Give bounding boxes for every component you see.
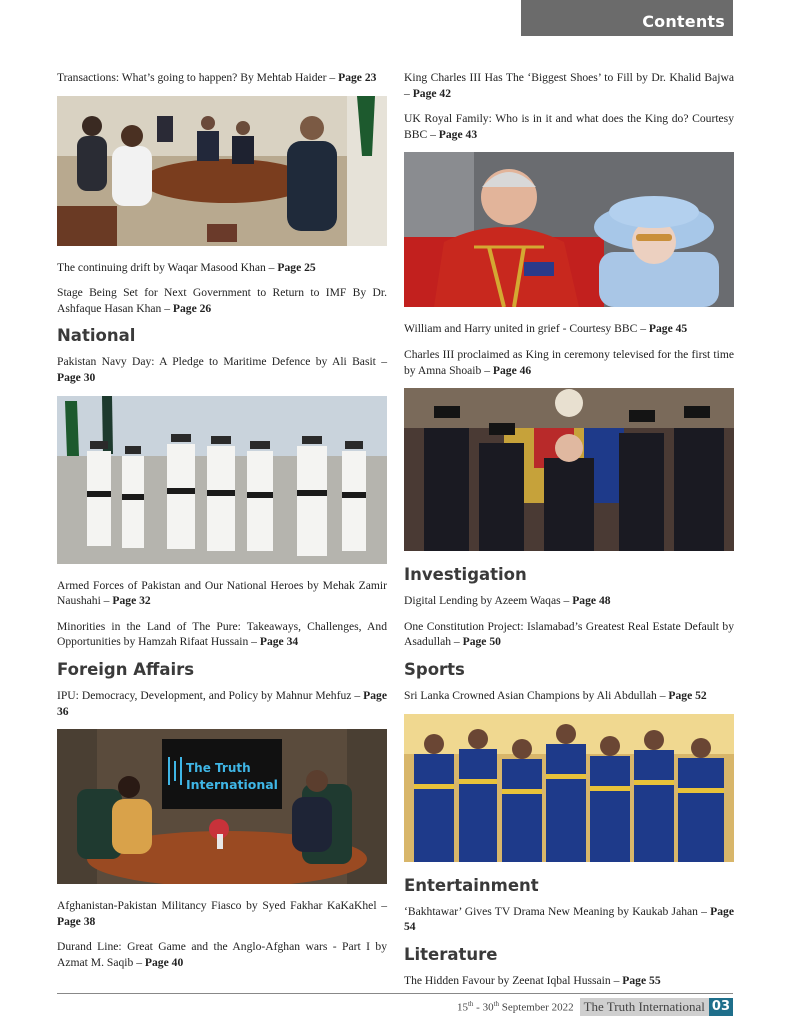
toc-entry[interactable]: The continuing drift by Waqar Masood Khan – Page 25 <box>57 260 316 274</box>
contents-header-tab <box>521 0 733 36</box>
tti-logo-screen <box>162 739 282 809</box>
cricket-team-photo <box>404 714 734 862</box>
section-heading-foreign-affairs: Foreign Affairs <box>57 659 195 679</box>
page-number: 03 <box>709 998 733 1016</box>
toc-entry[interactable]: UK Royal Family: Who is in it and what does the King do? Courtesy BBC – Page 43 <box>404 112 734 141</box>
toc-entry[interactable]: Transactions: What’s going to happen? By Mehtab Haider – Page 23 <box>57 71 377 84</box>
section-heading-national: National <box>57 326 136 346</box>
toc-entry[interactable]: Digital Lending by Azeem Waqas – Page 48 <box>404 594 611 608</box>
section-heading-sports: Sports <box>404 659 465 679</box>
tti-logo-text-1: The Truth <box>186 761 251 776</box>
tti-logo-icon <box>166 753 186 789</box>
navy-parade-photo <box>57 396 387 564</box>
issue-date: 15th - 30th September 2022 <box>456 1000 574 1014</box>
toc-entry[interactable]: King Charles III Has The ‘Biggest Shoes’ to Fill by Dr. Khalid Bajwa – Page 42 <box>404 71 734 100</box>
toc-entry[interactable]: One Constitution Project: Islamabad’s Greatest Real Estate Default by Asadullah – Page 50 <box>404 619 734 649</box>
toc-entry[interactable]: Pakistan Navy Day: A Pledge to Maritime Defence by Ali Basit – Page 30 <box>57 355 387 384</box>
section-heading-entertainment: Entertainment <box>404 875 539 895</box>
ceremony-photo <box>404 388 734 551</box>
royal-family-photo <box>404 152 734 307</box>
tti-logo-text-2: International <box>186 777 278 793</box>
footer <box>457 998 733 1016</box>
footer-rule <box>57 993 733 994</box>
toc-entry[interactable]: Minorities in the Land of The Pure: Takeaways, Challenges, And Opportunities by Hamzah Rifaat Hussain – Page 34 <box>57 619 387 649</box>
cricket-team-image <box>404 714 734 862</box>
meeting-photo <box>57 96 387 246</box>
toc-entry[interactable]: William and Harry united in grief - Courtesy BBC – Page 45 <box>404 322 688 336</box>
contents-title: Contents <box>642 12 725 31</box>
toc-entry[interactable]: Durand Line: Great Game and the Anglo-Afghan wars - Part I by Azmat M. Saqib – Page 40 <box>57 940 387 969</box>
royal-family-image <box>404 152 734 307</box>
toc-entry[interactable]: Sri Lanka Crowned Asian Champions by Ali Abdullah – Page 52 <box>404 688 707 702</box>
toc-entry[interactable]: Afghanistan-Pakistan Militancy Fiasco by Syed Fakhar KaKaKhel – Page 38 <box>57 899 387 928</box>
section-heading-literature: Literature <box>404 944 498 964</box>
studio-interview-photo <box>57 729 387 884</box>
toc-entry[interactable]: The Hidden Favour by Zeenat Iqbal Hussain – Page 55 <box>404 973 661 987</box>
toc-entry[interactable]: Charles III proclaimed as King in ceremony televised for the first time by Amna Shoaib – Page 46 <box>404 347 734 377</box>
toc-entry[interactable]: IPU: Democracy, Development, and Policy by Mahnur Mehfuz – Page 36 <box>57 688 387 718</box>
meeting-photo-image <box>57 96 387 246</box>
toc-entry[interactable]: ‘Bakhtawar’ Gives TV Drama New Meaning by Kaukab Jahan – Page 54 <box>404 904 734 934</box>
magazine-brand: The Truth International <box>580 998 709 1016</box>
right-column <box>404 70 734 998</box>
ceremony-image <box>404 388 734 551</box>
navy-parade-image <box>57 396 387 564</box>
toc-entry[interactable]: Stage Being Set for Next Government to Return to IMF By Dr. Ashfaque Hasan Khan – Page 26 <box>57 286 387 315</box>
toc-entry[interactable]: Armed Forces of Pakistan and Our National Heroes by Mehak Zamir Naushahi – Page 32 <box>57 578 387 608</box>
left-column <box>57 70 387 981</box>
section-heading-investigation: Investigation <box>404 565 527 585</box>
